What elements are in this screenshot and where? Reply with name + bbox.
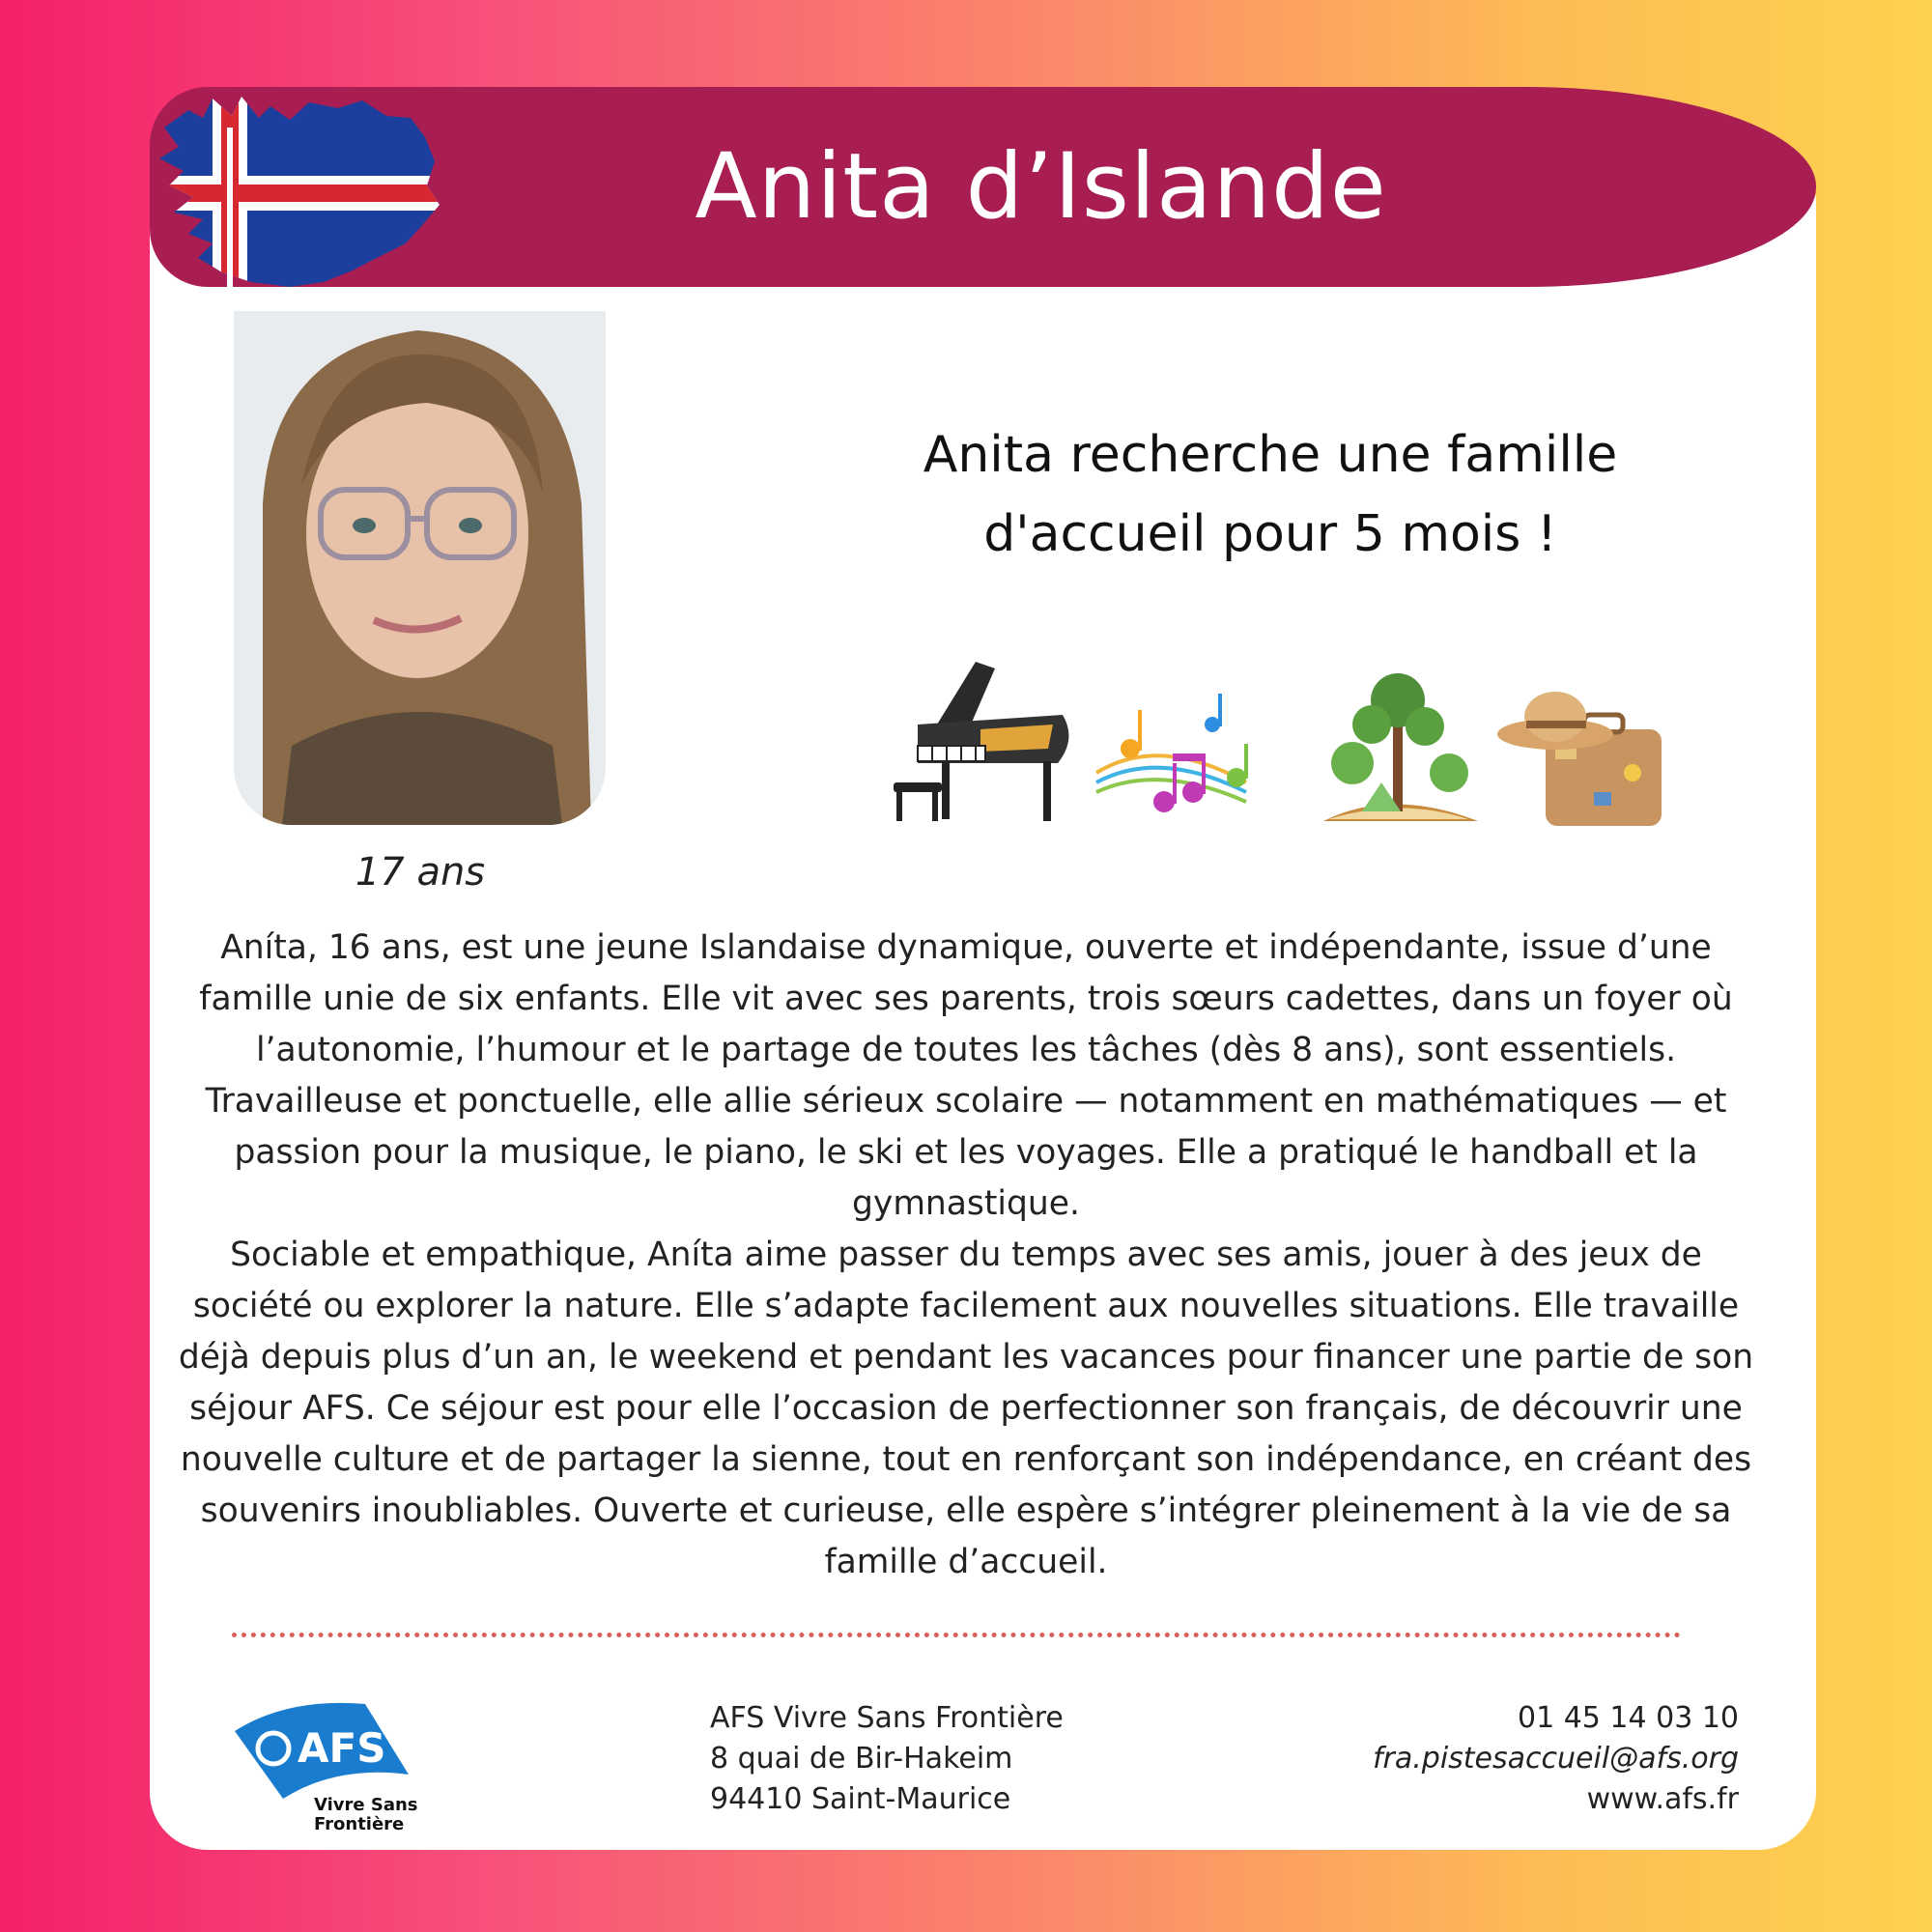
contact-block: [1373, 1698, 1739, 1820]
interest-icons: [889, 657, 1690, 831]
bio-paragraph-2: Sociable et empathique, Aníta aime passer du temps avec ses amis, jouer à des jeux de société ou explorer la nature. Elle s’adapte facilement aux nouvelles situations. Elle travaille déjà depuis plus d’un an, le weekend et pendant les vacances pour financer une partie de son séjour AFS. Ce séjour est pour elle l’occasion de perfectionner son français, de découvrir une nouvelle culture et de partager la sienne, tout en renforçant son indépendance, en créant des souvenirs inoubliables. Ouverte et curieuse, elle espère s’intégrer pleinement à la vie de sa famille d’accueil.: [178, 1236, 1754, 1581]
headline-line-2: d'accueil pour 5 mois !: [983, 505, 1557, 563]
headline: [831, 415, 1710, 574]
portrait-photo: [234, 311, 606, 825]
afs-logo-text: AFS: [298, 1724, 386, 1772]
bio-text: [174, 923, 1758, 1588]
address-line-3: 94410 Saint-Maurice: [710, 1782, 1011, 1816]
bio-paragraph-1: Aníta, 16 ans, est une jeune Islandaise dynamique, ouverte et indépendante, issue d’une famille unie de six enfants. Elle vit avec ses parents, trois sœurs cadettes, dans un foyer où l’autonomie, l’humour et le partage de toutes les tâches (dès 8 ans), sont essentiels. Travailleuse et ponctuelle, elle allie sérieux scolaire — notamment en mathématiques — et passion pour la musique, le piano, le ski et les voyages. Elle a pratiqué le handball et la gymnastique.: [199, 928, 1733, 1223]
address-block: [710, 1698, 1064, 1820]
address-line-2: 8 quai de Bir-Hakeim: [710, 1742, 1013, 1776]
afs-logo-sub-2: Frontière: [314, 1814, 405, 1834]
dotted-divider: [232, 1633, 1681, 1637]
afs-logo: [230, 1692, 423, 1837]
piano-icon: [894, 662, 1068, 821]
nature-icon: [1323, 673, 1478, 821]
email-link[interactable]: fra.pistesaccueil@afs.org: [1372, 1742, 1739, 1776]
afs-logo-sub-1: Vivre Sans: [314, 1795, 418, 1815]
age-label: 17 ans: [355, 850, 486, 895]
iceland-flag-map-icon: [145, 89, 449, 297]
address-line-1: AFS Vivre Sans Frontière: [710, 1701, 1064, 1735]
music-notes-icon: [1096, 694, 1248, 812]
headline-line-1: Anita recherche une famille: [923, 426, 1618, 484]
page-title: Anita d’Islande: [695, 134, 1387, 240]
website-link[interactable]: www.afs.fr: [1586, 1782, 1739, 1816]
phone-number: 01 45 14 03 10: [1517, 1701, 1739, 1735]
travel-suitcase-icon: [1497, 692, 1662, 826]
